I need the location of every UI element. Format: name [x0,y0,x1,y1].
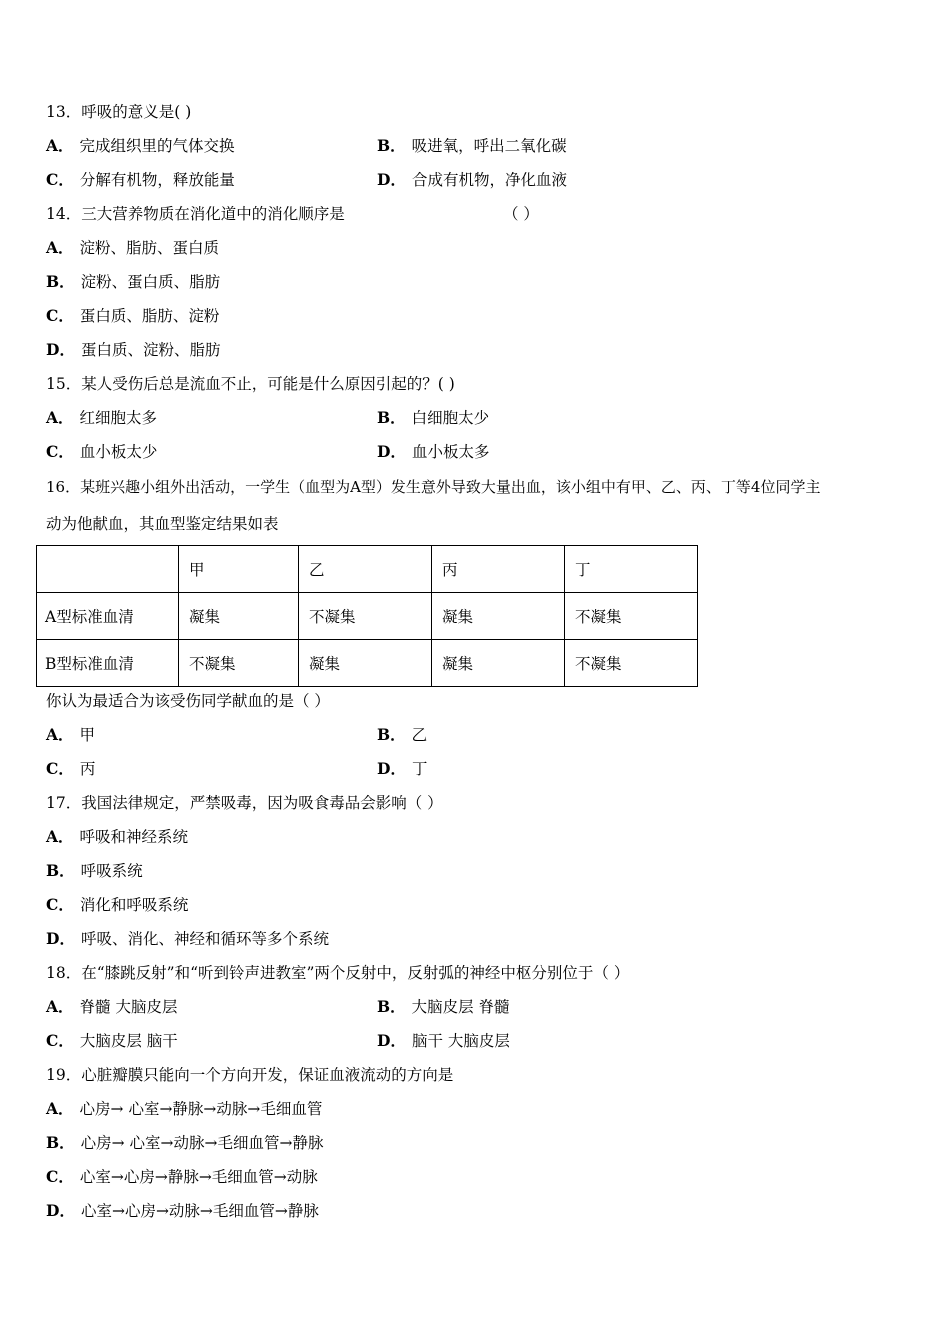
table-header-cell: 乙 [299,546,432,593]
question-17-stem: 17．我国法律规定，严禁吸毒，因为吸食毒品会影响（ ） [46,794,443,812]
question-16-prompt: 你认为最适合为该受伤同学献血的是（ ） [46,692,330,710]
question-16-stem-line1: 16．某班兴趣小组外出活动，一学生（血型为A型）发生意外导致大量出血，该小组中有甲、乙、丙、丁等4位同学主 [46,478,821,496]
table-header-cell: 丙 [432,546,565,593]
q19-option-b: B． 心房→ 心室→动脉→毛细血管→静脉 [46,1133,324,1152]
q14-option-a: A． 淀粉、脂肪、蛋白质 [46,238,220,257]
table-header-cell: 甲 [179,546,299,593]
table-header-cell: 丁 [565,546,698,593]
q14-option-b: B． 淀粉、蛋白质、脂肪 [46,272,221,291]
table-cell: 凝集 [432,640,565,687]
q18-option-b: B． 大脑皮层 脊髓 [377,997,510,1016]
q18-option-c: C． 大脑皮层 脑干 [46,1031,178,1050]
table-header-cell [37,546,179,593]
table-cell: 不凝集 [565,593,698,640]
table-cell: 不凝集 [179,640,299,687]
q16-option-d: D． 丁 [377,759,428,778]
q19-option-a: A． 心房→ 心室→静脉→动脉→毛细血管 [46,1099,323,1118]
table-header-row [37,546,698,593]
q15-option-a: A． 红细胞太多 [46,408,158,427]
question-16-stem-line2: 动为他献血，其血型鉴定结果如表 [46,515,279,533]
q18-option-d: D． 脑干 大脑皮层 [377,1031,510,1050]
q15-option-c: C． 血小板太少 [46,442,158,461]
q13-option-b: B． 吸进氧，呼出二氧化碳 [377,136,567,155]
q17-option-c: C． 消化和呼吸系统 [46,895,189,914]
q13-option-a: A． 完成组织里的气体交换 [46,136,235,155]
question-13-stem: 13．呼吸的意义是( ) [46,103,192,121]
q17-option-a: A． 呼吸和神经系统 [46,827,189,846]
q13-option-d: D． 合成有机物，净化血液 [377,170,567,189]
table-cell: 不凝集 [299,593,432,640]
q15-option-b: B． 白细胞太少 [377,408,490,427]
q14-option-c: C． 蛋白质、脂肪、淀粉 [46,306,220,325]
table-cell: 凝集 [299,640,432,687]
q16-option-b: B． 乙 [377,725,428,744]
q17-option-b: B． 呼吸系统 [46,861,143,880]
q13-option-c: C． 分解有机物，释放能量 [46,170,235,189]
table-cell: A型标准血清 [37,593,179,640]
question-14-stem: 14．三大营养物质在消化道中的消化顺序是 [46,205,345,223]
table-cell: 凝集 [432,593,565,640]
q18-option-a: A． 脊髓 大脑皮层 [46,997,178,1016]
question-19-stem: 19．心脏瓣膜只能向一个方向开发，保证血液流动的方向是 [46,1066,454,1084]
q15-option-d: D． 血小板太多 [377,442,490,461]
table-cell: B型标准血清 [37,640,179,687]
table-row [37,593,698,640]
question-14-answer-paren: （ ） [503,205,539,223]
question-18-stem: 18．在“膝跳反射”和“听到铃声进教室”两个反射中，反射弧的神经中枢分别位于（ ） [46,964,630,982]
q16-option-a: A． 甲 [46,725,96,744]
q14-option-d: D． 蛋白质、淀粉、脂肪 [46,340,221,359]
q16-option-c: C． 丙 [46,759,96,778]
q17-option-d: D． 呼吸、消化、神经和循环等多个系统 [46,929,329,948]
q19-option-c: C． 心室→心房→静脉→毛细血管→动脉 [46,1167,318,1186]
table-cell: 凝集 [179,593,299,640]
table-cell: 不凝集 [565,640,698,687]
question-15-stem: 15．某人受伤后总是流血不止，可能是什么原因引起的？( ) [46,375,455,393]
q19-option-d: D． 心室→心房→动脉→毛细血管→静脉 [46,1201,319,1220]
table-row [37,640,698,687]
blood-type-table [36,545,698,687]
